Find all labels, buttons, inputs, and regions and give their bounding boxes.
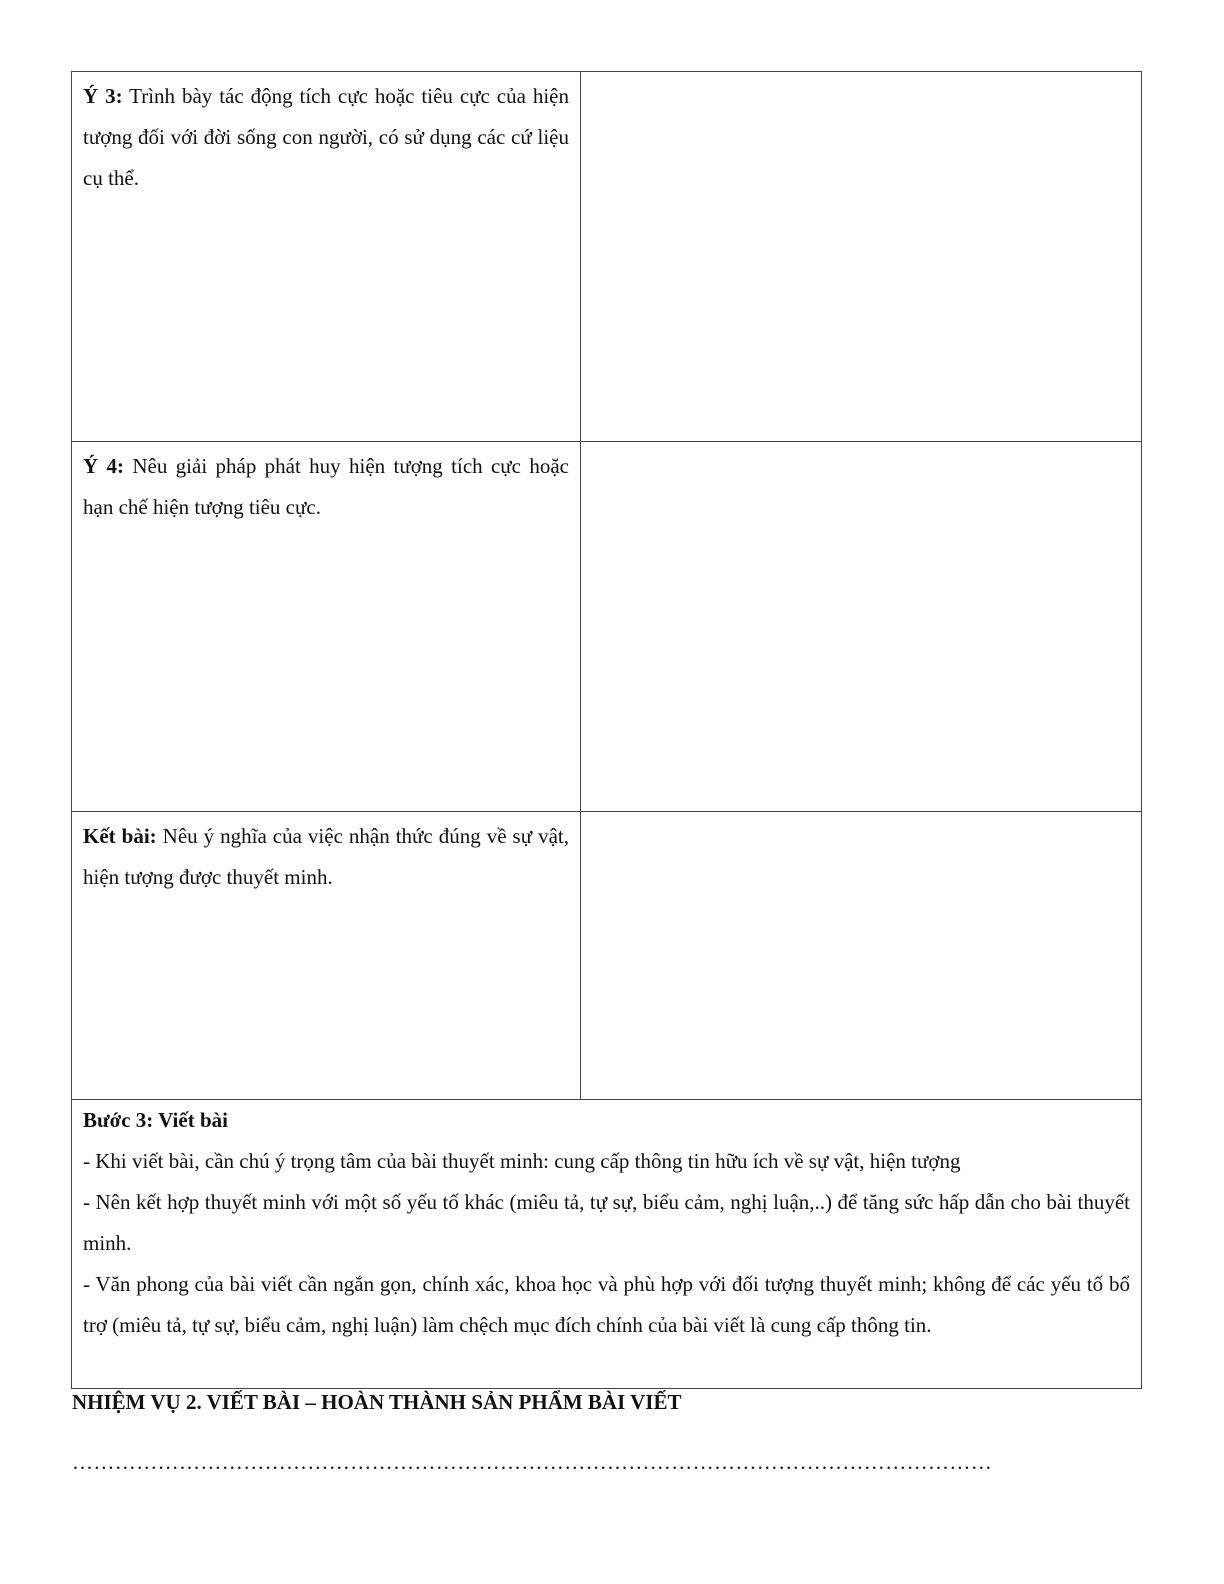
row-label: Kết bài: — [83, 824, 157, 848]
row-prompt: Trình bày tác động tích cực hoặc tiêu cực của hiện tượng đối với đời sống con người, có sử dụng các cứ liệu cụ thể. — [83, 84, 569, 190]
answer-cell-conclusion[interactable] — [581, 812, 1142, 1100]
worksheet-page — [71, 71, 1141, 1389]
step3-line: - Nên kết hợp thuyết minh với một số yếu tố khác (miêu tả, tự sự, biểu cảm, nghị luận,..) để tăng sức hấp dẫn cho bài thuyết minh. — [83, 1190, 1130, 1255]
prompt-cell-y3 — [72, 72, 581, 442]
step3-line: - Văn phong của bài viết cần ngắn gọn, chính xác, khoa học và phù hợp với đối tượng thuyết minh; không để các yếu tố bổ trợ (miêu tả, tự sự, biểu cảm, nghị luận) làm chệch mục đích chính của bài viết là cung cấp thông tin. — [83, 1272, 1130, 1337]
table-row — [72, 812, 1142, 1100]
task2-heading: NHIỆM VỤ 2. VIẾT BÀI – HOÀN THÀNH SẢN PHẨM BÀI VIẾT — [72, 1390, 682, 1414]
answer-cell-y4[interactable] — [581, 442, 1142, 812]
step3-line: - Khi viết bài, cần chú ý trọng tâm của bài thuyết minh: cung cấp thông tin hữu ích về sự vật, hiện tượng — [83, 1149, 961, 1173]
table-row — [72, 1100, 1142, 1389]
answer-dotted-line[interactable]: ………………………………………………………………………………………………………………… — [72, 1450, 993, 1474]
outline-table — [71, 71, 1142, 1389]
row-prompt: Nêu giải pháp phát huy hiện tượng tích cực hoặc hạn chế hiện tượng tiêu cực. — [83, 454, 569, 519]
answer-cell-y3[interactable] — [581, 72, 1142, 442]
row-label: Ý 4: — [83, 454, 124, 478]
table-row — [72, 72, 1142, 442]
prompt-cell-conclusion — [72, 812, 581, 1100]
table-row — [72, 442, 1142, 812]
row-label: Ý 3: — [83, 84, 123, 108]
step3-cell — [72, 1100, 1142, 1389]
prompt-cell-y4 — [72, 442, 581, 812]
step3-title: Bước 3: Viết bài — [83, 1108, 228, 1132]
row-prompt: Nêu ý nghĩa của việc nhận thức đúng về sự vật, hiện tượng được thuyết minh. — [83, 824, 569, 889]
